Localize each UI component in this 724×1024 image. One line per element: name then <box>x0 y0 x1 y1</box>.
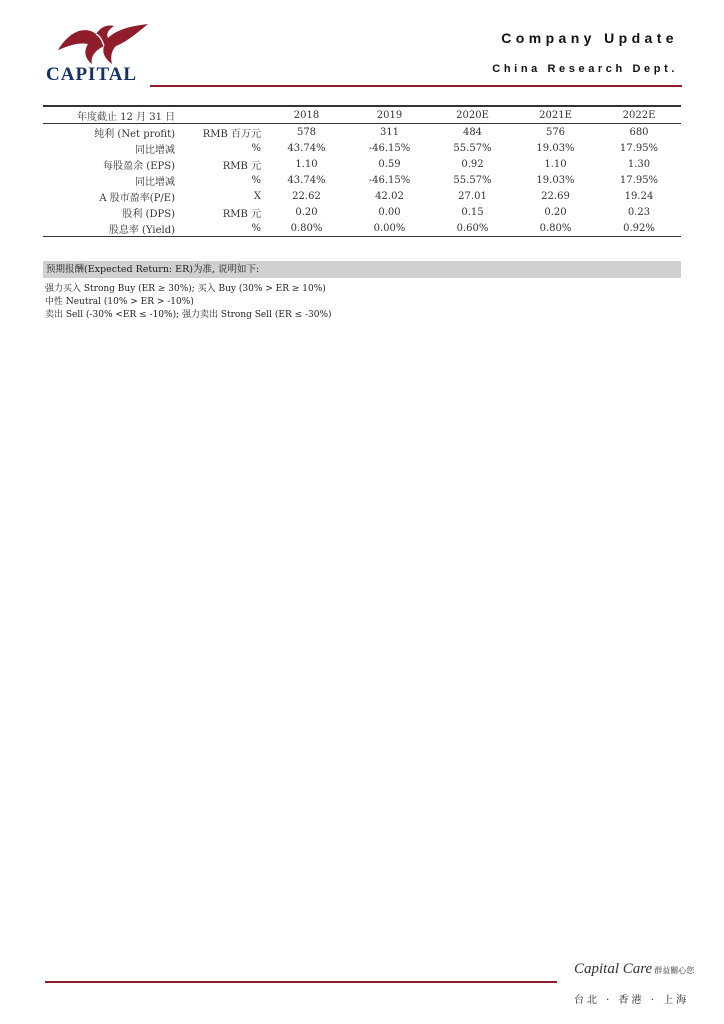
footer-brand-tagline: 群益關心您 <box>654 966 695 975</box>
table-row <box>43 220 681 237</box>
logo-wordmark: CAPITAL <box>46 64 138 85</box>
page-title: Company Update <box>501 30 678 46</box>
row-unit: RMB 百万元 <box>202 128 261 140</box>
row-label: 同比增减 <box>135 144 175 156</box>
cell-value: 311 <box>379 126 400 138</box>
cell-value: 0.80% <box>539 222 572 234</box>
cell-value: 576 <box>545 126 566 138</box>
cell-value: 0.60% <box>456 222 489 234</box>
year-header: 2021E <box>539 109 572 121</box>
cell-value: 0.92 <box>461 158 484 170</box>
row-unit: X <box>253 190 261 202</box>
cell-value: 0.59 <box>378 158 401 170</box>
rating-line: 中性 Neutral (10% > ER > -10%) <box>45 297 194 307</box>
cell-value: 19.24 <box>624 190 654 202</box>
table-row <box>43 156 681 172</box>
rating-line: 卖出 Sell (-30% <ER ≤ -10%); 强力卖出 Strong Sell (ER ≤ -30%) <box>45 310 332 320</box>
cell-value: 0.15 <box>461 206 484 218</box>
eagle-logo-icon <box>56 20 152 66</box>
cell-value: 27.01 <box>458 190 487 202</box>
table-header-row <box>43 106 681 124</box>
rating-note-heading: 预期报酬(Expected Return: ER)为准, 说明如下: <box>43 261 681 278</box>
row-unit: % <box>251 222 261 234</box>
financial-summary-table <box>43 105 681 237</box>
footer-brand-logo <box>574 961 694 978</box>
cell-value: -46.15% <box>368 142 411 154</box>
row-label: 纯利 (Net profit) <box>94 128 175 140</box>
row-unit: RMB 元 <box>222 208 261 220</box>
cell-value: 55.57% <box>453 142 492 154</box>
year-header: 2022E <box>622 109 656 121</box>
cell-value: 578 <box>296 126 317 138</box>
cell-value: 42.02 <box>375 190 404 202</box>
cell-value: 1.30 <box>627 158 651 170</box>
cell-value: 484 <box>462 126 483 138</box>
row-label: 股利 (DPS) <box>122 208 175 220</box>
rating-definitions <box>45 283 332 322</box>
table-row <box>43 172 681 188</box>
table-row <box>43 124 681 141</box>
cell-value: 680 <box>629 126 649 138</box>
year-header: 2019 <box>376 109 403 121</box>
row-unit: RMB 元 <box>222 160 261 172</box>
cell-value: 19.03% <box>536 142 575 154</box>
cell-value: 17.95% <box>619 142 659 154</box>
header-divider <box>150 85 682 87</box>
rating-line: 强力买入 Strong Buy (ER ≥ 30%); 买入 Buy (30% > ER ≥ 10%) <box>45 284 326 294</box>
cell-value: 43.74% <box>287 142 326 154</box>
cell-value: 0.00 <box>378 206 401 218</box>
year-header: 2020E <box>456 109 489 121</box>
page-subtitle: China Research Dept. <box>492 63 678 75</box>
row-label: 股息率 (Yield) <box>108 224 175 236</box>
footer-brand-name: Capital Care <box>574 961 653 977</box>
cell-value: 0.20 <box>544 206 567 218</box>
cell-value: 55.57% <box>453 174 492 186</box>
cell-value: 0.20 <box>295 206 318 218</box>
cell-value: 1.10 <box>295 158 318 170</box>
footer-cities: 台北 · 香港 · 上海 <box>574 995 690 1006</box>
capital-logo <box>46 20 158 88</box>
cell-value: 17.95% <box>619 174 659 186</box>
year-header: 2018 <box>293 109 320 121</box>
table-row <box>43 188 681 204</box>
cell-value: 22.62 <box>292 190 321 202</box>
footer-divider <box>45 981 557 983</box>
cell-value: 19.03% <box>536 174 575 186</box>
cell-value: 0.92% <box>623 222 655 234</box>
cell-value: 1.10 <box>544 158 567 170</box>
row-label: A 股市盈率(P/E) <box>99 192 175 204</box>
cell-value: 0.23 <box>627 206 651 218</box>
row-label: 同比增减 <box>135 176 175 188</box>
table-row <box>43 140 681 156</box>
cell-value: 0.80% <box>290 222 323 234</box>
row-label: 每股盈余 (EPS) <box>103 160 175 172</box>
cell-value: 43.74% <box>287 174 326 186</box>
cell-value: -46.15% <box>368 174 411 186</box>
row-unit: % <box>251 142 261 154</box>
row-unit: % <box>251 174 261 186</box>
cell-value: 22.69 <box>541 190 570 202</box>
table-row <box>43 204 681 220</box>
fiscal-year-header: 年度截止 12 月 31 日 <box>77 111 176 123</box>
cell-value: 0.00% <box>373 222 406 234</box>
